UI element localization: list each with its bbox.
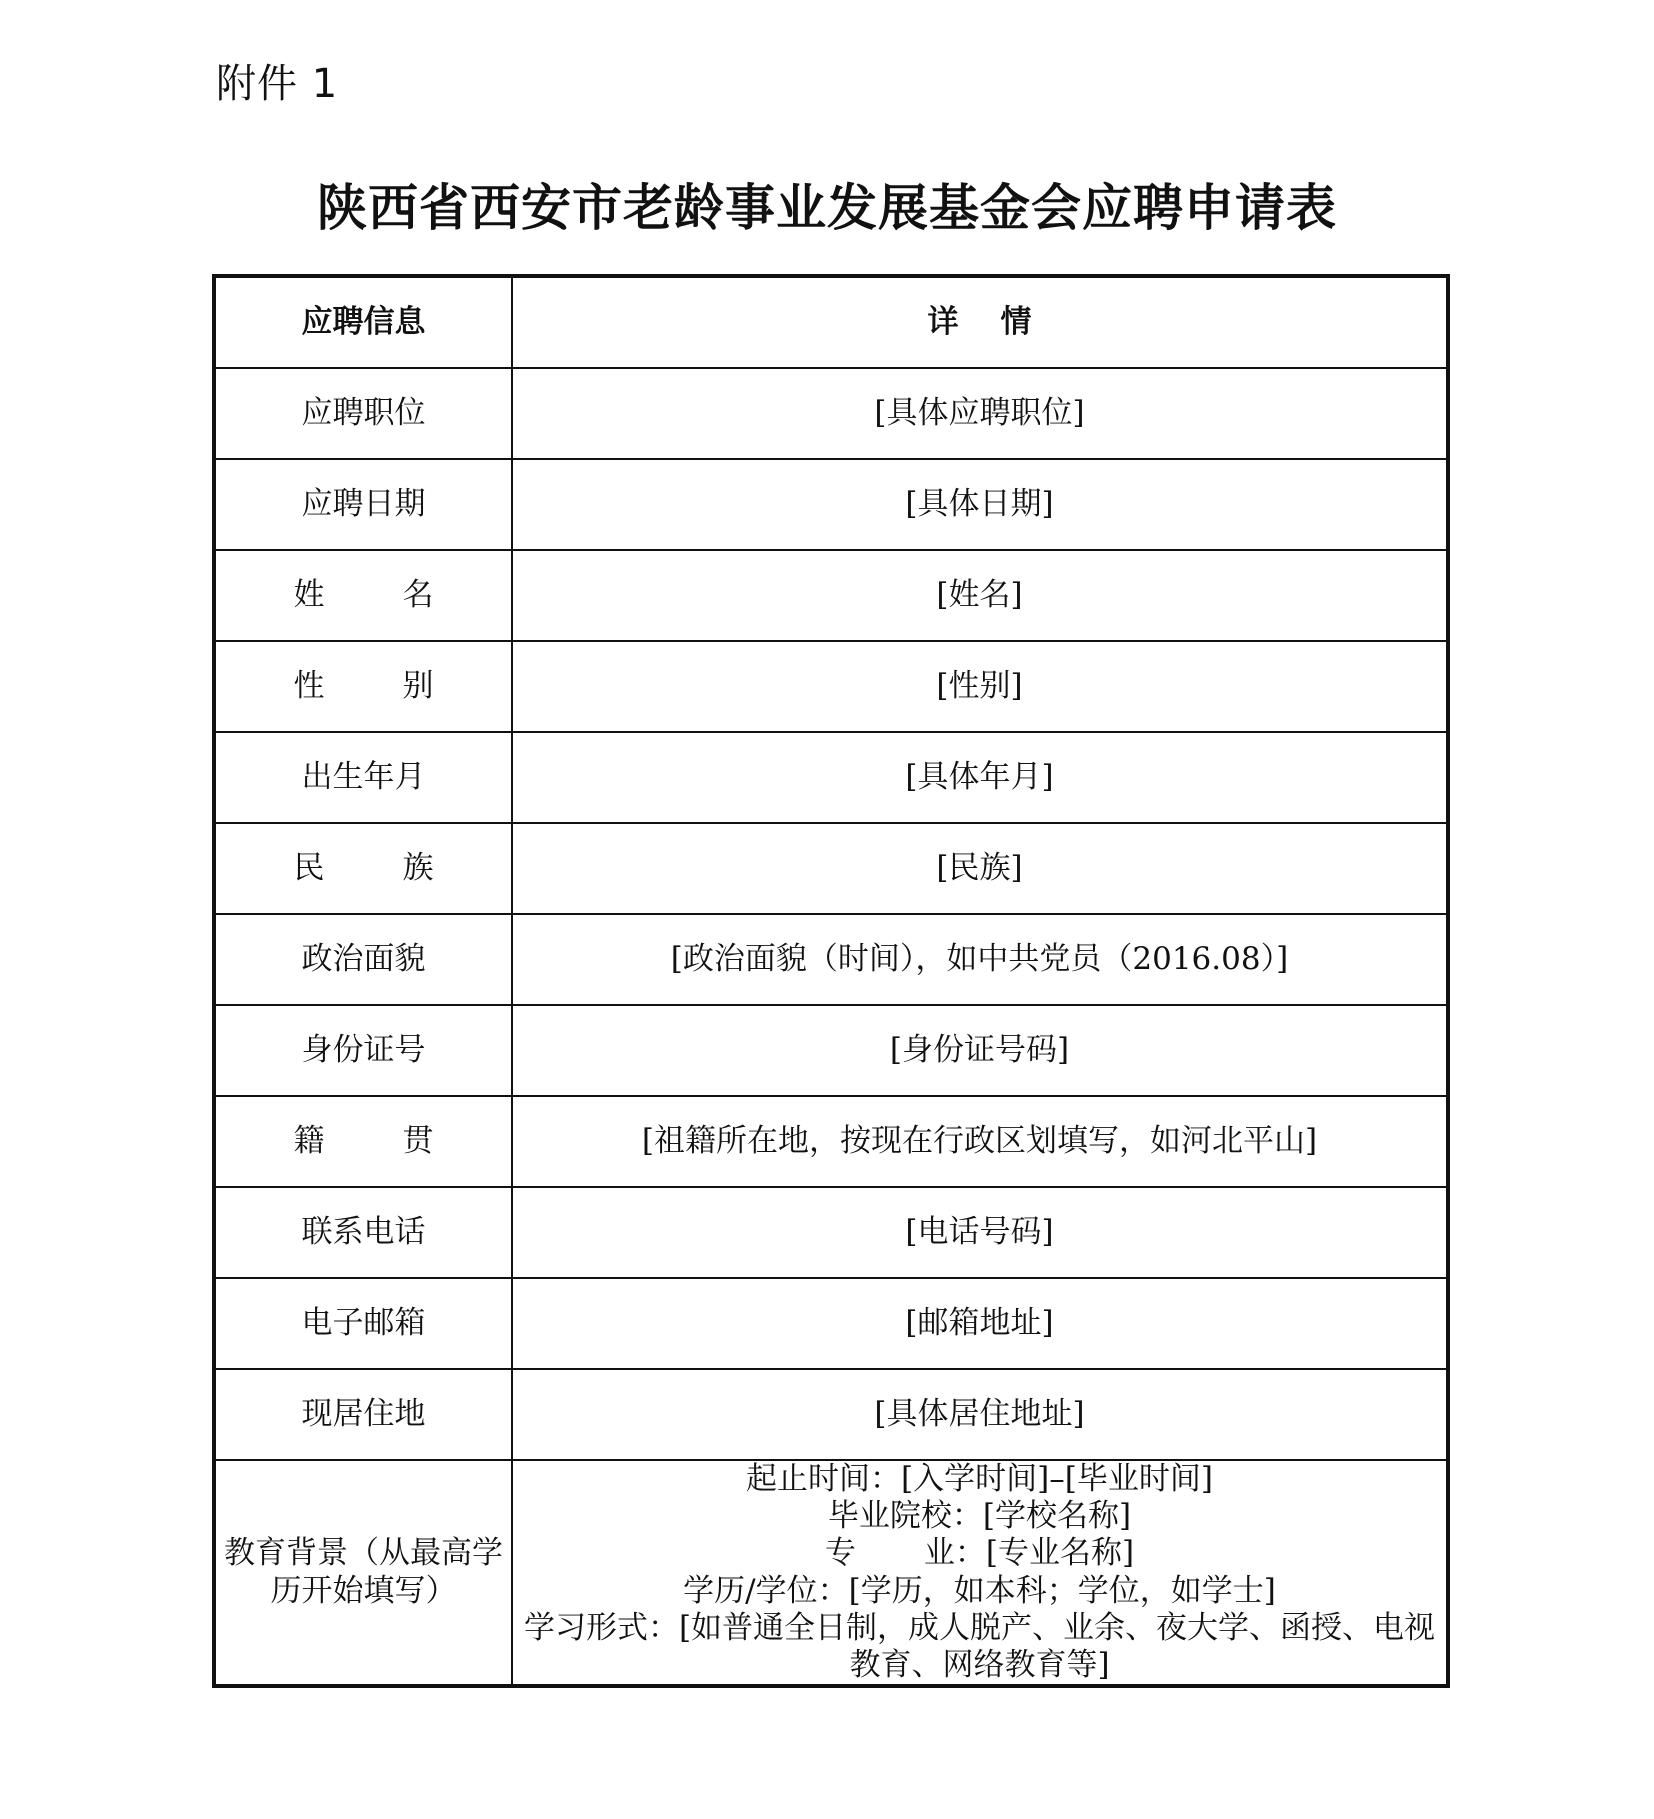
row-label: 联系电话 [214,1187,512,1278]
header-detail-cell [512,276,1448,368]
row-label [214,641,512,732]
row-value[interactable]: [具体年月] [512,732,1448,823]
row-value[interactable]: [具体应聘职位] [512,368,1448,459]
form-title: 陕西省西安市老龄事业发展基金会应聘申请表 [317,178,1337,237]
education-key: 专 业 [824,1535,955,1572]
row-value[interactable]: [政治面貌（时间），如中共党员（2016.08）] [512,914,1448,1005]
attachment-label: 附件 1 [216,61,339,107]
row-label: 身份证号 [214,1005,512,1096]
table-row [214,550,1448,641]
row-value[interactable]: [具体日期] [512,459,1448,550]
row-label-text: 籍 贯 [293,1122,434,1159]
education-value: [入学时间]–[毕业时间] [901,1461,1213,1497]
row-value[interactable]: [电话号码] [512,1187,1448,1278]
education-value: [专业名称] [985,1535,1135,1572]
row-label-text: 姓 名 [293,576,434,613]
table-row [214,1187,1448,1278]
education-line-period [513,1461,1446,1498]
table-row [214,1005,1448,1096]
education-key: 毕业院校： [827,1498,983,1535]
table-row [214,914,1448,1005]
header-label-cell: 应聘信息 [214,276,512,368]
education-key-separator: ： [954,1535,986,1572]
row-label: 政治面貌 [214,914,512,1005]
table-row [214,1096,1448,1187]
row-value[interactable]: [具体居住地址] [512,1369,1448,1460]
education-line-school [513,1498,1446,1535]
row-label [214,1096,512,1187]
education-label: 教育背景（从最高学历开始填写） [214,1460,512,1686]
row-value[interactable]: [民族] [512,823,1448,914]
row-label: 出生年月 [214,732,512,823]
table-row [214,823,1448,914]
row-label: 现居住地 [214,1369,512,1460]
table-row [214,368,1448,459]
row-label: 应聘职位 [214,368,512,459]
row-value[interactable]: [身份证号码] [512,1005,1448,1096]
row-label-text: 性 别 [293,667,434,704]
header-detail-text: 详 情 [927,303,1032,340]
education-line-major [513,1535,1446,1572]
education-value: [学校名称] [982,1498,1132,1535]
table-row [214,732,1448,823]
row-value[interactable]: [性别] [512,641,1448,732]
row-label [214,550,512,641]
education-line-study-form [513,1610,1446,1684]
education-key: 起止时间： [746,1461,902,1497]
education-value: [如普通全日制，成人脱产、业余、夜大学、函授、电视教育、网络教育等] [678,1609,1436,1683]
education-row [214,1460,1448,1686]
row-label: 电子邮箱 [214,1278,512,1369]
row-value[interactable]: [祖籍所在地，按现在行政区划填写，如河北平山] [512,1096,1448,1187]
row-value[interactable]: [姓名] [512,550,1448,641]
education-key: 学习形式： [523,1609,679,1646]
row-label-text: 民 族 [293,849,434,886]
education-key: 学历/学位： [683,1572,849,1609]
table-header-row [214,276,1448,368]
table-row [214,459,1448,550]
table-row [214,1369,1448,1460]
education-value: [学历，如本科；学位，如学士] [848,1572,1276,1609]
application-form-table [212,274,1450,1688]
education-line-degree [513,1573,1446,1610]
table-row [214,641,1448,732]
row-label: 应聘日期 [214,459,512,550]
row-value[interactable]: [邮箱地址] [512,1278,1448,1369]
row-label [214,823,512,914]
table-row [214,1278,1448,1369]
education-detail[interactable] [512,1460,1448,1686]
